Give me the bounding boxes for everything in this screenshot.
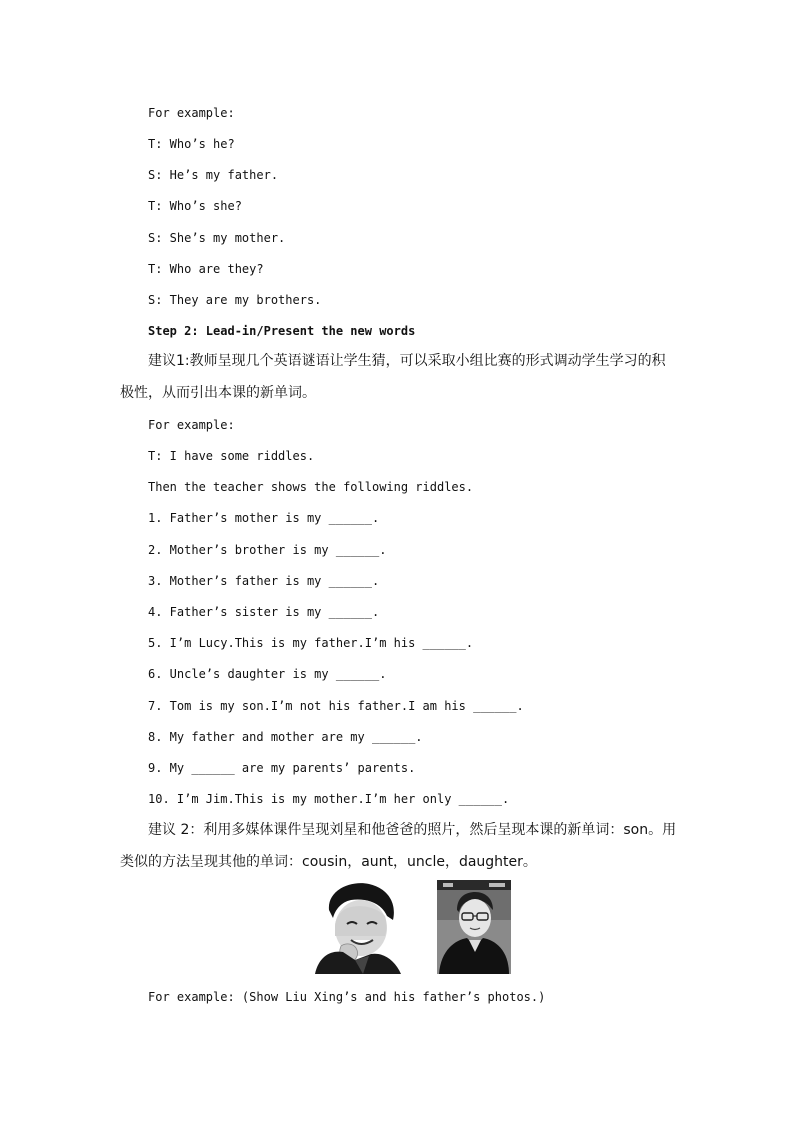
dialog-line: T: Who’s he? bbox=[148, 137, 235, 151]
example-label: For example: bbox=[148, 418, 235, 432]
dialog-line: S: She’s my mother. bbox=[148, 231, 286, 245]
riddle-item: 2. Mother’s brother is my ______. bbox=[148, 543, 387, 557]
instruction-line: Then the teacher shows the following riddles. bbox=[148, 480, 474, 494]
riddle-item: 3. Mother’s father is my ______. bbox=[148, 574, 380, 588]
father-photo bbox=[437, 880, 511, 974]
riddle-item: 4. Father’s sister is my ______. bbox=[148, 605, 380, 619]
riddle-item: 5. I’m Lucy.This is my father.I’m his ______. bbox=[148, 636, 474, 650]
boy-photo bbox=[311, 880, 403, 974]
suggestion-text: 类似的方法呈现其他的单词：cousin，aunt，uncle，daughter。 bbox=[120, 854, 537, 870]
dialog-line: T: Who are they? bbox=[148, 262, 264, 276]
dialog-line: S: They are my brothers. bbox=[148, 293, 322, 307]
photo-example-line: For example: (Show Liu Xing’s and his father’s photos.) bbox=[148, 990, 546, 1004]
riddle-item: 10. I’m Jim.This is my mother.I’m her only ______. bbox=[148, 792, 510, 806]
riddle-item: 6. Uncle’s daughter is my ______. bbox=[148, 667, 387, 681]
suggestion-text: 建议 2：利用多媒体课件呈现刘星和他爸爸的照片，然后呈现本课的新单词：son。用 bbox=[148, 822, 677, 838]
example-label: For example: bbox=[148, 106, 235, 120]
dialog-line: T: Who’s she? bbox=[148, 199, 242, 213]
suggestion-text: 建议1:教师呈现几个英语谜语让学生猜，可以采取小组比赛的形式调动学生学习的积 bbox=[148, 353, 666, 369]
dialog-line: S: He’s my father. bbox=[148, 168, 279, 182]
riddle-item: 7. Tom is my son.I’m not his father.I am his ______. bbox=[148, 699, 524, 713]
riddle-item: 1. Father’s mother is my ______. bbox=[148, 511, 380, 525]
teacher-line: T: I have some riddles. bbox=[148, 449, 315, 463]
riddle-item: 9. My ______ are my parents’ parents. bbox=[148, 761, 416, 775]
riddle-item: 8. My father and mother are my ______. bbox=[148, 730, 423, 744]
section-heading: Step 2: Lead-in/Present the new words bbox=[148, 324, 416, 338]
suggestion-text: 极性，从而引出本课的新单词。 bbox=[120, 385, 316, 401]
